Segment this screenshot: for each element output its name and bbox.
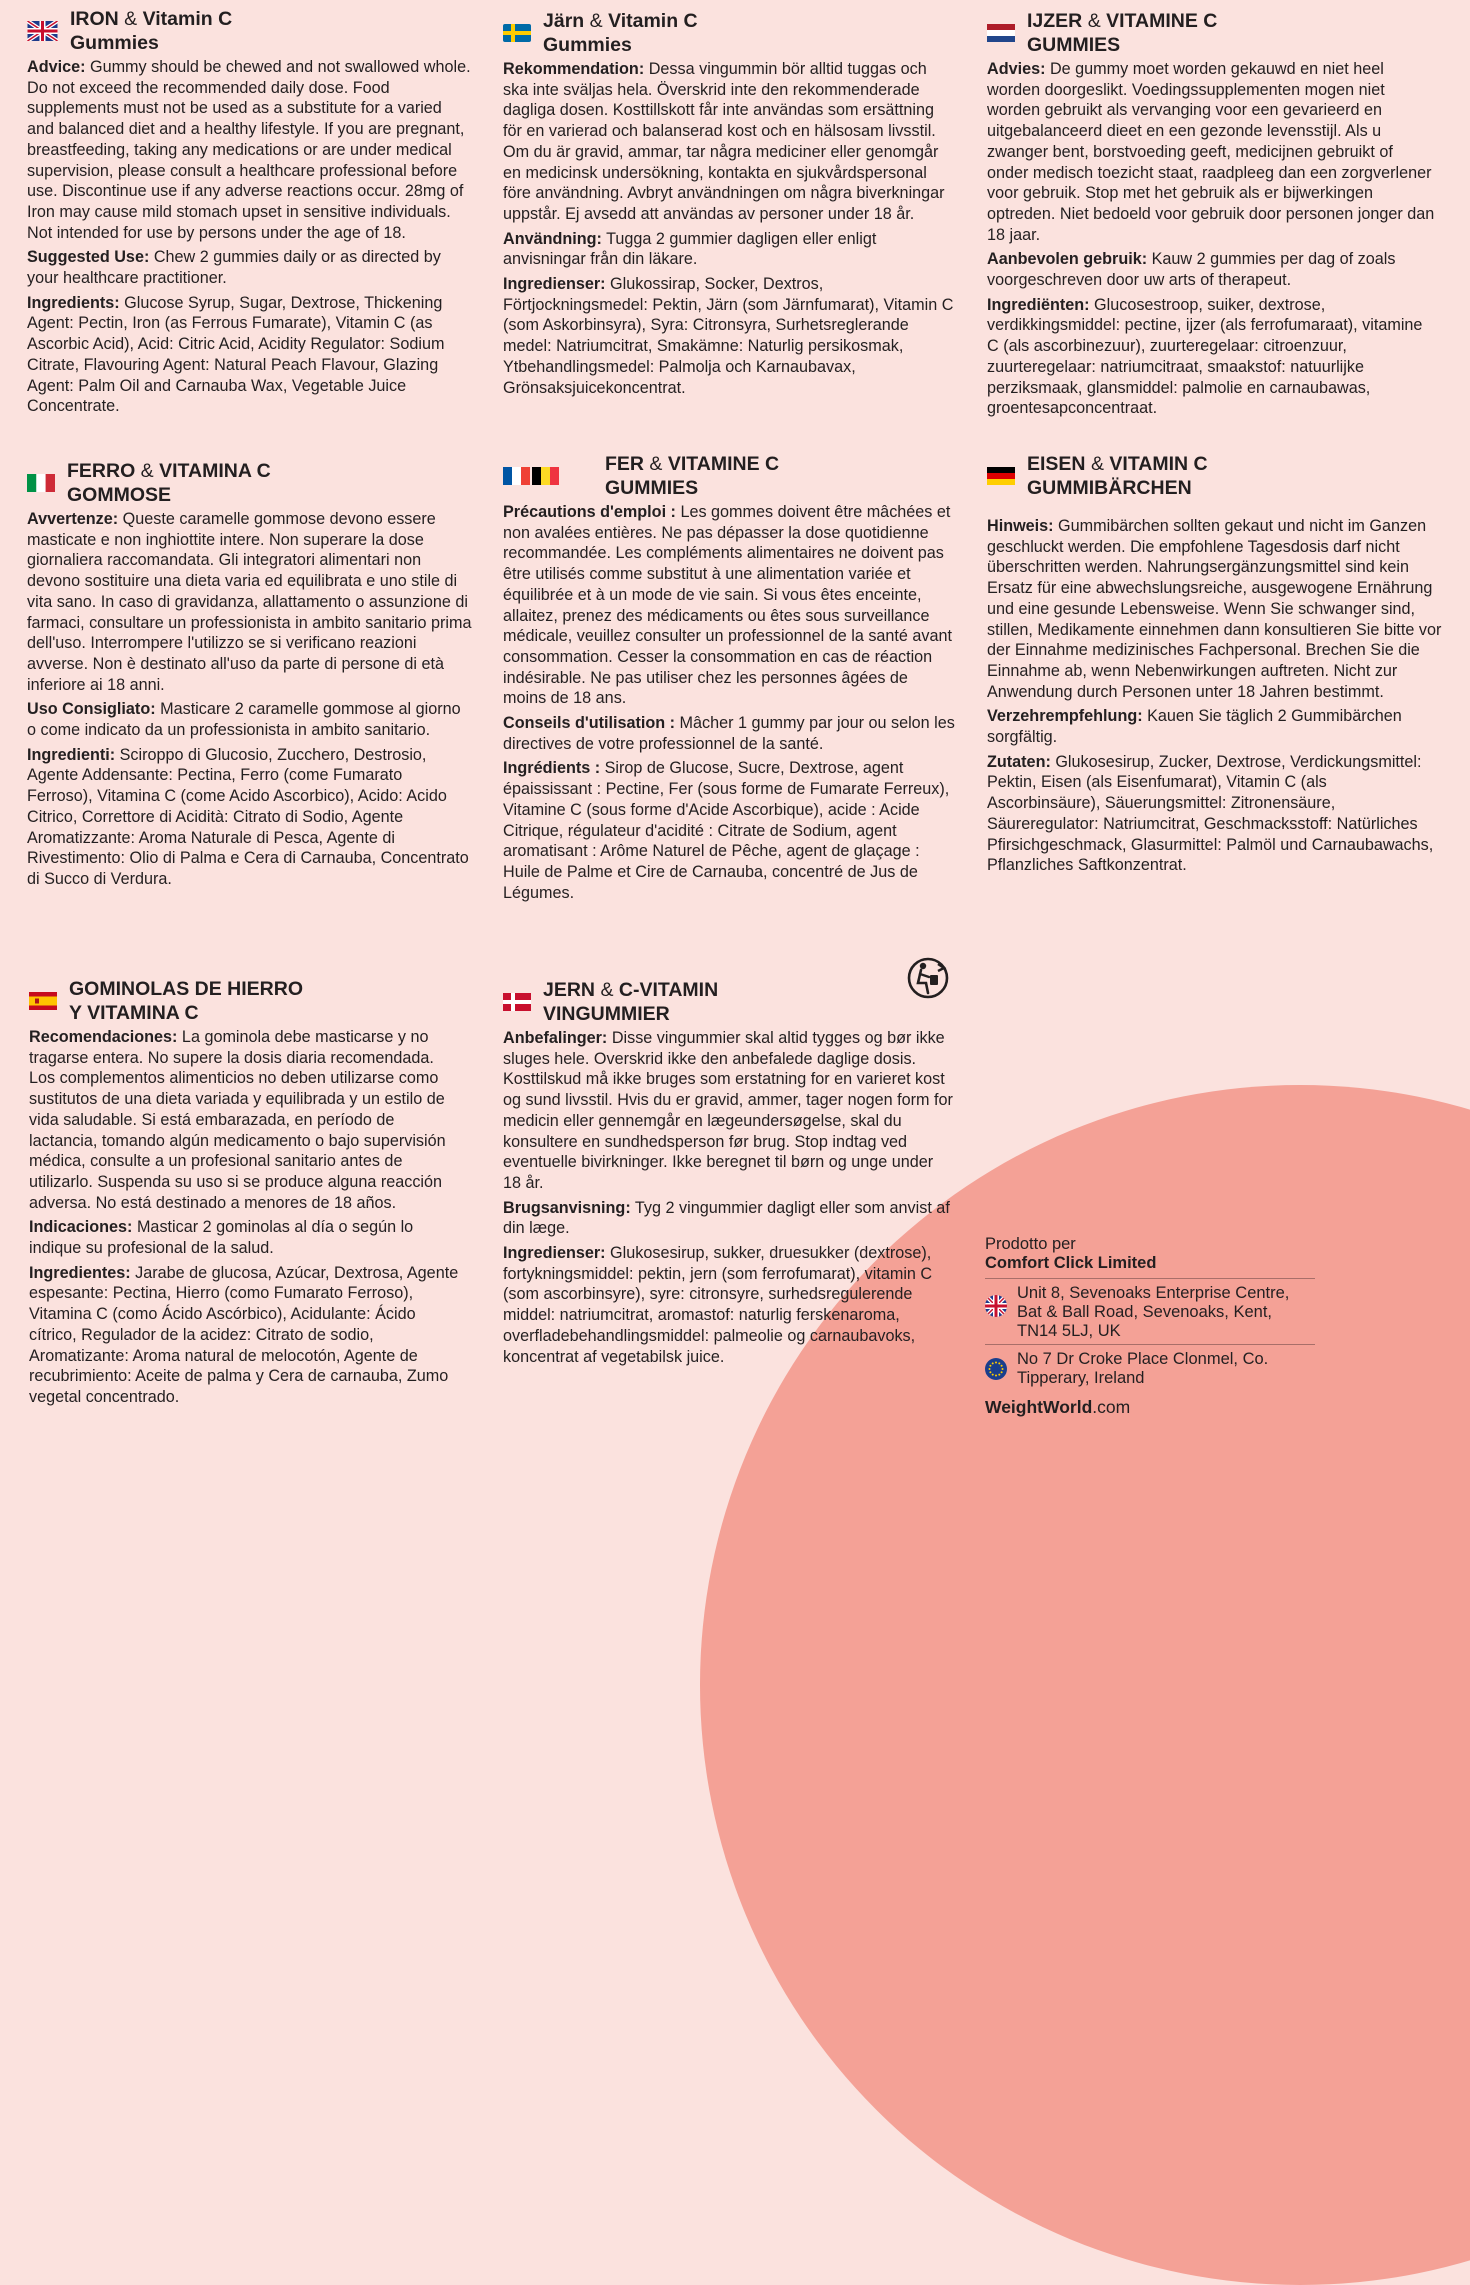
use-paragraph xyxy=(503,1198,955,1239)
use-text: Chew 2 gummies daily or as directed by your healthcare practitioner. xyxy=(27,248,441,288)
title-part: FERRO xyxy=(67,460,136,482)
advice-label: Recomendaciones: xyxy=(29,1028,178,1046)
ingredients-text: Glucosestroop, suiker, dextrose, verdikkingsmiddel: pectine, ijzer (als ferrofumaraat), vitamine C (als ascorbinezuur), zuurteregelaar: citroenzuur, zuurteregelaar: natriumcitraat, smaakstof: natuurlijke perziksmaak, glansmiddel: palmolie en carnaubawas, groentesapconcentraat. xyxy=(987,295,1423,418)
title-part: IJZER xyxy=(1027,10,1083,32)
advice-label: Rekommendation: xyxy=(503,60,645,78)
title-part: VINGUMMIER xyxy=(543,1003,670,1025)
use-paragraph xyxy=(27,699,472,740)
title-part: GOMINOLAS DE HIERRO xyxy=(69,978,304,1000)
ingredients-paragraph xyxy=(27,293,472,417)
title-part: C-VITAMIN xyxy=(618,979,719,1001)
title-part: Gummies xyxy=(70,32,159,54)
advice-paragraph xyxy=(987,516,1442,702)
section-header xyxy=(503,978,955,1026)
advice-label: Précautions d'emploi : xyxy=(503,503,676,521)
section-header xyxy=(503,9,955,57)
title-part: Gummies xyxy=(543,34,632,56)
section-english xyxy=(27,7,472,421)
italy-flag-icon xyxy=(27,474,55,492)
title-ampersand: & xyxy=(1087,10,1101,32)
use-label: Suggested Use: xyxy=(27,248,150,267)
section-header xyxy=(27,7,472,55)
title-ampersand: & xyxy=(649,453,663,475)
advice-paragraph xyxy=(503,502,955,709)
title-part: GOMMOSE xyxy=(67,484,172,506)
ingredients-paragraph xyxy=(27,745,472,890)
brand-name: WeightWorld xyxy=(985,1397,1093,1417)
ingredients-text: Glukosesirup, sukker, druesukker (dextrose), fortykningsmiddel: pektin, jern (som ferrofumarat), vitamin C (som ascorbinsyre), syre: citronsyre, surhedsregulerende middel: natriumcitrat, aromastof: naturlig ferskenaroma, overfladebehandlingsmiddel: palmeolie og carnaubavoks, koncentrat af vegetabilsk juice. xyxy=(503,1244,933,1366)
advice-text: De gummy moet worden gekauwd en niet heel worden doorgeslikt. Voedingssupplementen mogen niet worden gebruikt als vervanging voor een gevarieerd en uitgebalanceerd dieet en een gezonde levensstijl. Als u zwanger bent, borstvoeding geeft, medicijnen gebruikt of onder medisch toezicht staat, raadpleeg dan een zorgverlener voor gebruik. Stop met het gebruik als er bijwerkingen optreden. Niet bedoeld voor gebruik door personen jonger dan 18 jaar. xyxy=(987,60,1435,244)
use-paragraph xyxy=(503,713,955,754)
use-text: Mâcher 1 gummy par jour ou selon les directives de votre professionnel de la santé. xyxy=(503,714,955,753)
title-ampersand: & xyxy=(589,10,603,32)
title-part: IRON xyxy=(70,8,119,30)
denmark-flag-icon xyxy=(503,993,531,1011)
use-label: Brugsanvisning: xyxy=(503,1198,631,1217)
advice-text: Gummy should be chewed and not swallowed whole. Do not exceed the recommended daily dose. Food supplements must not be used as a substitute for a varied and balanced diet and a healthy lifestyle. If you are pregnant, breastfeeding, taking any medications or are under medical supervision, please consult a healthcare professional before use. Discontinue use if any adverse reactions occur. 28mg of Iron may cause mild stomach upset in sensitive individuals. Not intended for use by persons under the age of 18. xyxy=(27,58,471,242)
advice-text: Les gommes doivent être mâchées et non avalées entières. Ne pas dépasser la dose quotidienne recommandée. Les compléments alimentaires ne doivent pas être utilisés comme substitut à une alimentation variée et équilibrée et à un mode de vie sain. Si vous êtes enceinte, allaitez, prenez des médicaments ou êtes sous surveillance médicale, veuillez consulter un professionnel de la santé avant consommation. Cesser la consommation en cas de réaction indésirable. Ne pas utiliser chez les personnes âgées de moins de 18 ans. xyxy=(503,503,953,708)
uk-flag-icon xyxy=(985,1295,1007,1317)
ingredients-label: Zutaten: xyxy=(987,752,1051,771)
title-part: EISEN xyxy=(1027,453,1086,475)
section-title xyxy=(67,459,271,507)
ingredients-text: Glucose Syrup, Sugar, Dextrose, Thickening Agent: Pectin, Iron (as Ferrous Fumarate), Vitamin C (as Ascorbic Acid), Acid: Citric Acid, Acidity Regulator: Sodium Citrate, Flavouring Agent: Natural Peach Flavour, Glazing Agent: Palm Oil and Carnauba Wax, Vegetable Juice Concentrate. xyxy=(27,293,445,416)
title-part: FER xyxy=(605,453,644,475)
title-part: GUMMIBÄRCHEN xyxy=(1027,477,1192,499)
uk-address: Unit 8, Sevenoaks Enterprise Centre, Bat & Ball Road, Sevenoaks, Kent, TN14 5LJ, UK xyxy=(1017,1284,1290,1340)
section-header xyxy=(27,459,472,507)
section-title xyxy=(543,9,698,57)
use-paragraph xyxy=(987,249,1437,290)
spain-flag-icon xyxy=(29,992,57,1010)
title-part: GUMMIES xyxy=(1027,34,1121,56)
use-label: Indicaciones: xyxy=(29,1218,133,1237)
eu-flag-icon xyxy=(985,1358,1007,1380)
ingredients-text: Glukossirap, Socker, Dextros, Förtjockningsmedel: Pektin, Järn (som Järnfumarat), Vitamin C (som Askorbinsyra), Syra: Citronsyra, Surhetsreglerande medel: Natriumcitrat, Smakämne: Naturlig persikosmak, Ytbehandlingsmedel: Palmolja och Karnaubavax, Grönsaksjuicekoncentrat. xyxy=(503,275,954,397)
title-part: Vitamin C xyxy=(608,10,698,32)
title-part: VITAMINE C xyxy=(667,453,780,475)
advice-label: Avvertenze: xyxy=(27,510,119,528)
ingredients-paragraph xyxy=(987,295,1437,419)
sweden-flag-icon xyxy=(503,24,531,42)
title-part: Vitamin C xyxy=(142,8,233,30)
use-label: Aanbevolen gebruik: xyxy=(987,250,1148,269)
ingredients-paragraph xyxy=(503,1243,955,1367)
ingredients-label: Ingredienti: xyxy=(27,745,116,764)
section-swedish xyxy=(503,9,955,402)
use-paragraph xyxy=(29,1217,464,1258)
advice-paragraph xyxy=(27,509,472,695)
ingredients-label: Ingredientes: xyxy=(29,1263,131,1282)
ingredients-text: Sirop de Glucose, Sucre, Dextrose, agent épaississant : Pectine, Fer (sous forme de Fumarate Ferreux), Vitamine C (sous forme d'Acide Ascorbique), acide : Acide Citrique, régulateur d'acidité : Citrate de Sodium, agent aromatisant : Arôme Naturel de Pêche, agent de glaçage : Huile de Palme et Cire de Carnauba, concentré de Jus de Légumes. xyxy=(503,759,950,902)
section-dutch xyxy=(987,9,1437,423)
section-header xyxy=(987,9,1437,57)
ingredients-paragraph xyxy=(29,1263,464,1408)
ingredients-label: Ingrediënten: xyxy=(987,295,1090,314)
ingredients-text: Glukosesirup, Zucker, Dextrose, Verdickungsmittel: Pektin, Eisen (als Eisenfumarat), Vitamin C (als Ascorbinsäure), Säuerungsmittel: Zitronensäure, Säureregulator: Natriumcitrat, Geschmacksstoff: Natürliches Pfirsichgeschmack, Glasurmittel: Palmöl und Carnaubawachs, Pflanzliches Saftkonzentrat. xyxy=(987,752,1434,875)
section-title xyxy=(1027,452,1208,500)
section-spanish xyxy=(29,977,464,1412)
use-label: Verzehrempfehlung: xyxy=(987,707,1143,726)
germany-flag-icon xyxy=(987,467,1015,485)
recycle-icon xyxy=(905,955,951,1006)
section-title xyxy=(605,452,779,500)
belgium-flag-icon xyxy=(532,467,559,485)
section-danish xyxy=(503,978,955,1371)
section-german xyxy=(987,452,1442,880)
title-part: VITAMINA C xyxy=(159,460,271,482)
title-part: Y VITAMINA C xyxy=(69,1002,199,1024)
advice-paragraph xyxy=(987,59,1437,245)
advice-label: Anbefalinger: xyxy=(503,1029,608,1047)
ingredients-label: Ingredienser: xyxy=(503,1244,606,1263)
use-text: Tyg 2 vingummier dagligt eller som anvist af din læge. xyxy=(503,1198,950,1238)
use-label: Användning: xyxy=(503,229,602,248)
title-ampersand: & xyxy=(124,8,138,30)
advice-paragraph xyxy=(503,59,955,225)
section-french xyxy=(503,452,955,907)
title-ampersand: & xyxy=(600,979,614,1001)
ingredients-text: Sciroppo di Glucosio, Zucchero, Destrosio, Agente Addensante: Pectina, Ferro (come Fumarato Ferroso), Vitamina C (come Acido Ascorbico), Acido: Acido Citrico, Correttore di Acidità: Citrato di Sodio, Agente Aromatizzante: Aroma Naturale di Pesca, Agente di Rivestimento: Olio di Palma e Cera di Carnauba, Concentrato di Succo di Verdura. xyxy=(27,745,469,888)
made-by-label: Prodotto per xyxy=(985,1235,1076,1253)
advice-label: Advies: xyxy=(987,60,1046,78)
advice-text: Dessa vingummin bör alltid tuggas och ska inte sväljas hela. Överskrid inte den rekommenderade dagliga dosen. Kosttillskott får inte användas som ersättning för en varierad och balanserad kost och en hälsosam livsstil. Om du är gravid, ammar, tar några mediciner eller genomgår en medicinsk undersökning, kontakta en sjukvårdspersonal före användning. Avbryt användningen om några biverkningar uppstår. Ej avsedd att användas av personer under 18 år. xyxy=(503,60,945,223)
title-part: VITAMIN C xyxy=(1109,453,1208,475)
advice-text: La gominola debe masticarse y no tragarse entera. No supere la dosis diaria recomendada. Los complementos alimenticios no deben utilizarse como sustitutos de una dieta variada y equilibrada y un estilo de vida saludable. Si está embarazada, en período de lactancia, tomando algún medicamento o bajo supervisión médica, consulte a un profesional sanitario antes de utilizarlo. Suspenda su uso si se produce alguna reacción adversa. No está destinado a menores de 18 años. xyxy=(29,1028,446,1212)
company-name: Comfort Click Limited xyxy=(985,1254,1157,1272)
title-part: Järn xyxy=(543,10,585,32)
use-paragraph xyxy=(987,706,1442,747)
advice-text: Queste caramelle gommose devono essere masticate e non inghiottite intere. Non superare la dose giornaliera raccomandata. Gli integratori alimentari non devono sostituire una dieta varia ed equilibrata e uno stile di vita sano. In caso di gravidanza, allattamento o assunzione di farmaci, consultare un professionista in ambito sanitario prima dell'uso. Interrompere l'utilizzo se si verificano reazioni avverse. Non è destinato all'uso da parte di persone di età inferiore ai 18 anni. xyxy=(27,510,472,694)
advice-paragraph xyxy=(27,57,472,243)
title-part: JERN xyxy=(543,979,596,1001)
title-part: VITAMINE C xyxy=(1106,10,1218,32)
use-label: Conseils d'utilisation : xyxy=(503,714,676,733)
advice-text: Disse vingummier skal altid tygges og bør ikke sluges hele. Overskrid ikke den anbefalede daglige dosis. Kosttilskud må ikke bruges som erstatning for en varieret kost og sund livsstil. Hvis du er gravid, ammer, tager nogen form for medicin eller gennemgår en lægeundersøgelse, skal du konsultere en sundhedsperson før brug. Stop indtag ved eventuelle bivirkninger. Ikke beregnet til børn og unge under 18 år. xyxy=(503,1029,953,1192)
ingredients-label: Ingrédients : xyxy=(503,759,601,778)
section-header xyxy=(987,452,1442,500)
ingredients-paragraph xyxy=(987,752,1442,876)
uk-flag-icon xyxy=(27,21,58,41)
advice-text: Gummibärchen sollten gekaut und nicht im Ganzen geschluckt werden. Die empfohlene Tagesdosis darf nicht überschritten werden. Nahrungsergänzungsmittel sind kein Ersatz für eine abwechslungsreiche, ausgewogene Ernährung und eine gesunde Lebensweise. Wenn Sie schwanger sind, stillen, Medikamente einnehmen dann konsultieren Sie bitte vor der Einnahme medizinisches Fachpersonal. Brechen Sie die Einnahme ab, wenn Nebenwirkungen auftreten. Nicht zur Anwendung durch Personen unter 18 Jahren bestimmt. xyxy=(987,517,1442,701)
use-label: Uso Consigliato: xyxy=(27,700,156,719)
ingredients-label: Ingredienser: xyxy=(503,275,606,294)
section-header xyxy=(29,977,464,1025)
netherlands-flag-icon xyxy=(987,24,1015,42)
section-title xyxy=(69,977,303,1025)
advice-paragraph xyxy=(29,1027,464,1213)
use-paragraph xyxy=(503,229,955,270)
section-title xyxy=(70,7,232,55)
advice-label: Hinweis: xyxy=(987,517,1054,535)
use-text: Masticar 2 gominolas al día o según lo indique su profesional de la salud. xyxy=(29,1218,414,1258)
eu-address: No 7 Dr Croke Place Clonmel, Co. Tipperary, Ireland xyxy=(1017,1350,1269,1387)
section-title xyxy=(1027,9,1217,57)
title-ampersand: & xyxy=(1090,453,1104,475)
france-flag-icon xyxy=(503,467,530,485)
eu-address-row xyxy=(985,1344,1315,1391)
ingredients-text: Jarabe de glucosa, Azúcar, Dextrosa, Agente espesante: Pectina, Hierro (como Fumarato Ferroso), Vitamina C (como Ácido Ascórbico), Acidulante: Ácido cítrico, Regulador de la acidez: Citrato de sodio, Aromatizante: Aroma natural de melocotón, Agente de recubrimiento: Aceite de palma y Cera de carnauba, Zumo vegetal concentrado. xyxy=(29,1263,459,1406)
uk-address-row xyxy=(985,1278,1315,1344)
advice-paragraph xyxy=(503,1028,955,1194)
brand-website xyxy=(985,1398,1315,1417)
ingredients-paragraph xyxy=(503,758,955,903)
use-text: Masticare 2 caramelle gommose al giorno o come indicato da un professionista in ambito sanitario. xyxy=(27,700,461,740)
advice-label: Advice: xyxy=(27,58,86,76)
section-italian xyxy=(27,459,472,894)
brand-domain: .com xyxy=(1092,1397,1131,1417)
section-title xyxy=(543,978,718,1026)
use-text: Tugga 2 gummier dagligen eller enligt anvisningar från din läkare. xyxy=(503,229,877,269)
ingredients-paragraph xyxy=(503,274,955,398)
title-ampersand: & xyxy=(140,460,154,482)
manufacturer-info xyxy=(985,1235,1315,1417)
use-paragraph xyxy=(27,247,472,288)
use-text: Kauw 2 gummies per dag of zoals voorgeschreven door uw arts of therapeut. xyxy=(987,250,1396,290)
title-part: GUMMIES xyxy=(605,477,699,499)
section-header xyxy=(503,452,955,500)
ingredients-label: Ingredients: xyxy=(27,293,120,312)
use-text: Kauen Sie täglich 2 Gummibärchen sorgfältig. xyxy=(987,707,1402,747)
